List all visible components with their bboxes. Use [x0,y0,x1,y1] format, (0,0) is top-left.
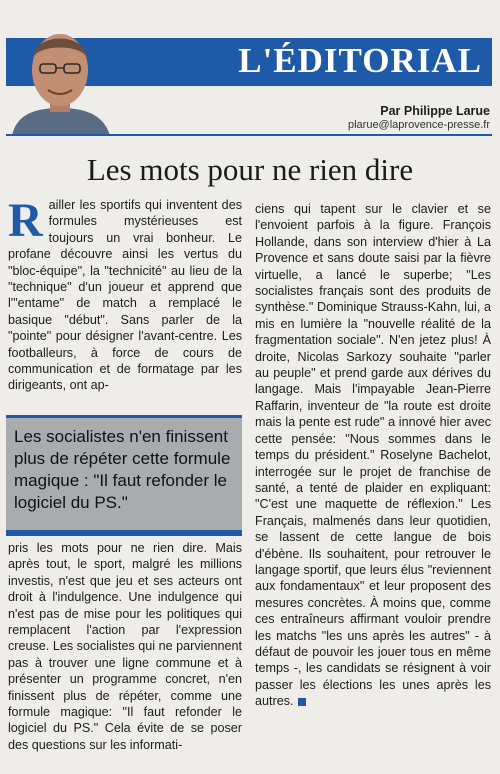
column-text: ciens qui tapent sur le clavier et se l'envoient parfois à la figure. François Hollande, dans son interview d'hier à La Provence et sans doute saisi par la fièvre virtuelle, a lancé le superbe; "Les socialistes français sont des produits de synthèse." Dominique Strauss-Kahn, lui, a mis en lumière la "nouvelle réalité de la fragmentation sociale". N'en jetez plus! À droite, Nicolas Sarkozy souhaite "parler au peuple" et prend garde aux dérives du langage. Mais l'impayable Jean-Pierre Raffarin, inventeur de "la route est droite mais la pente est rude" a innové hier avec cette pensée: "Nous sommes dans le temps du président." Roselyne Bachelot, interrogée sur le projet de franchise de santé, a tenté de plaider en expliquant: "C'est une maquette de réflexion." Les Français, malmenés dans leur quotidien, se lassent de cette langue de bois d'ébène. Ils souhaitent, pour retrouver le langage sportif, que leurs élus "reviennent aux fondamentaux" et leur proposent des mesures concrètes. À moins que, comme ces entraîneurs affirmant vouloir prendre les matchs "les uns après les autres" - à défaut de pouvoir les jouer tous en même temps -, les candidats se résignent à voir passer les élections les unes après les autres. [255,202,491,709]
section-title: L'ÉDITORIAL [238,41,482,80]
header-divider [6,134,492,136]
column-text: ailler les sportifs qui inventent des formules mystérieuses est toujours un vrai bonheur. Le profane découvre ainsi les vertus du "bloc-équipe", la "technicité" au lieu de la "technique" d'un joueur et apprend que l'"entame" de match a remplacé le basique "début". Sans parler de la "pointe" pour désigner l'avant-centre. Les footballeurs, à force de cours de communication et de formatage par les dirigeants, ont ap- [8,198,242,393]
article-column-left-bottom [8,540,242,753]
drop-cap: R [8,194,43,247]
end-of-article-square-icon [298,698,306,706]
article-column-left-top [8,194,242,394]
author-photo [6,14,114,136]
article-column-right [255,201,491,710]
author-email: plarue@laprovence-presse.fr [347,119,490,131]
pull-quote-text: Les socialistes n'en finissent plus de répéter cette formule magique : "Il faut refonder le logiciel du PS." [14,427,231,512]
column-text: pris les mots pour ne rien dire. Mais après tout, le sport, malgré les millions investis, n'est que jeu et ses acteurs ont droit à l'indulgence. Une indulgence qui n'est pas de mise pour les politiques qui remplacent l'action par l'expression creuse. Les socialistes qui ne parviennent pas à trouver une ligne commune et à présenter un programme concret, n'en finissent plus de répéter, comme une formule magique: "Il faut refonder le logiciel du PS." Cela évite de se poser des questions sur les informati- [8,541,242,752]
pull-quote-box [6,415,242,536]
author-byline: Par Philippe Larue [380,104,490,118]
article-headline: Les mots pour ne rien dire [86,152,414,187]
